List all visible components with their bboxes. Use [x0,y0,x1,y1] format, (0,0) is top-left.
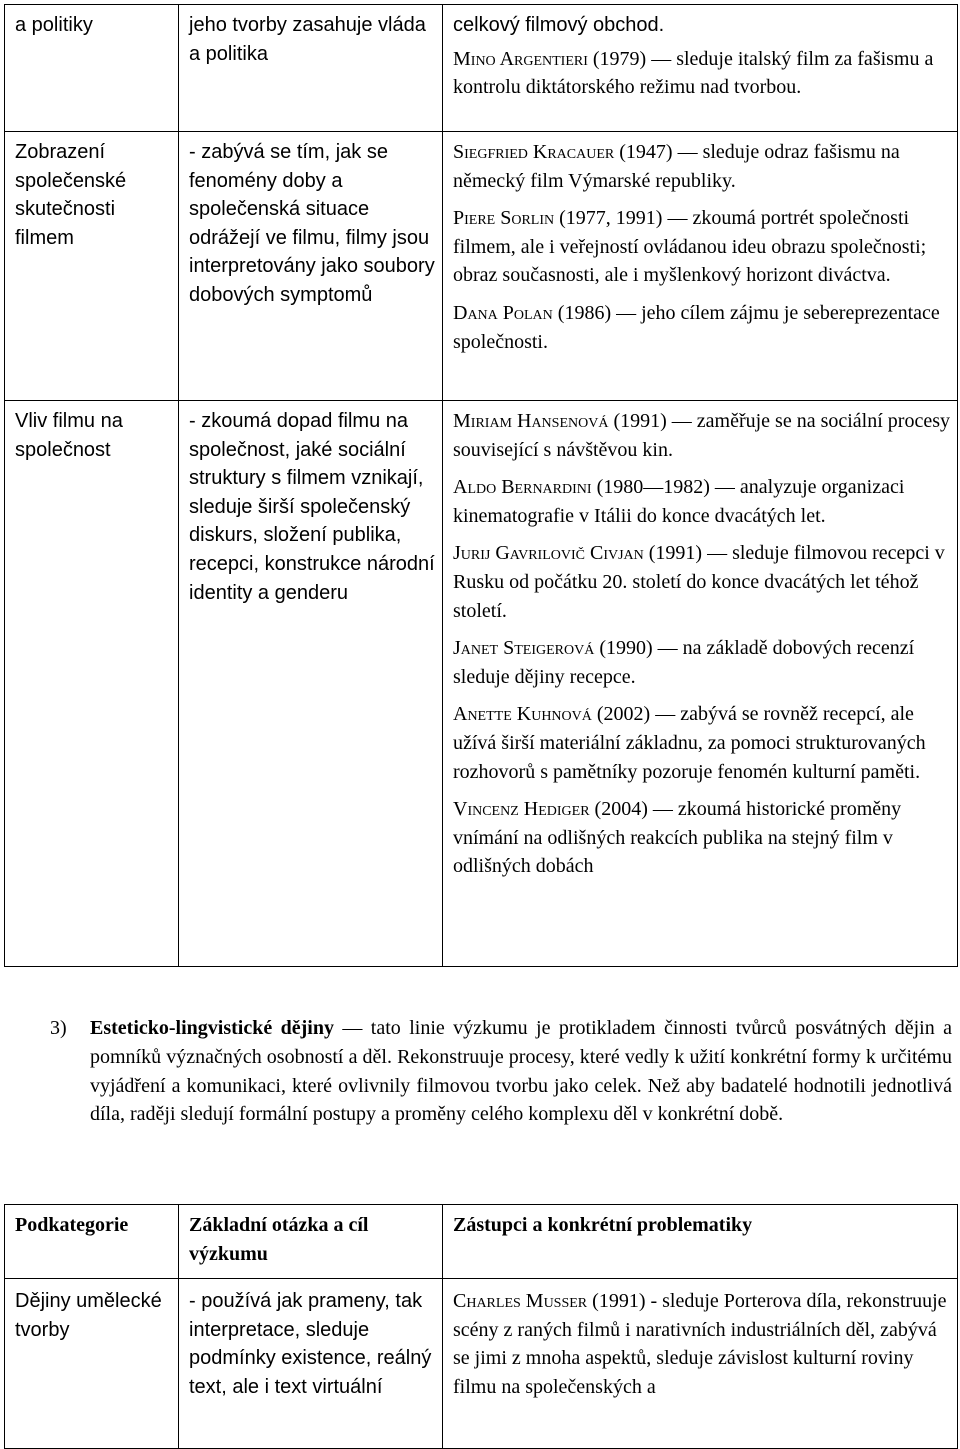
representatives-cell [443,401,958,967]
author-name: Piere Sorlin [453,207,555,230]
entry-text: (1977, 1991) — zkoumá portrét společnosti filmem, ale i veřejností ovládanou ideu obrazu společnosti; obraz současnosti, ale i myšlenkový horizont diváctva. [453,207,927,287]
research-table-2 [4,1204,958,1449]
section-title: Esteticko-lingvistické dějiny [90,1017,334,1039]
author-name: Siegfried Kracauer [453,141,615,163]
author-name: Janet Steigerová [453,637,595,660]
entry-text: (1979) — sleduje italský film za fašismu a kontrolu diktátorského režimu nad tvorbou. [453,47,934,99]
entry-text: (1980—1982) — analyzuje organizaci kinematografie v Itálii do konce dvacátých let. [453,476,905,527]
author-name: Anette Kuhnová [453,703,592,726]
representatives-cell [443,1279,958,1449]
question-cell: - zabývá se tím, jak se fenomény doby a společenská situace odrážejí ve filmu, filmy jsou interpretovány jako soubory dobových symptomů [179,132,443,401]
entry-text: (1991) — zaměřuje se na sociální procesy související s návštěvou kin. [453,410,950,461]
section-number: 3) [50,1017,67,1039]
entry [453,204,951,290]
entry [453,795,951,881]
author-name: Vincenz Hediger [453,798,590,821]
entry-text: (2002) — zabývá se rovněž recepcí, ale užívá širší materiální základnu, za pomoci strukturovaných rozhovorů s pamětníky pozoruje fenomén kulturní paměti. [453,703,926,783]
section-3-paragraph [50,1014,952,1129]
table-row [5,5,958,132]
entry [453,138,951,195]
column-header: Podkategorie [5,1205,179,1279]
entry-text: (1986) — jeho cílem zájmu je sebereprezentace společnosti. [453,301,940,353]
author-name: Charles Musser [453,1290,588,1312]
entry-text: (1991) — sleduje filmovou recepci v Rusku od počátku 20. století do konce dvacátých let téhož století. [453,542,945,622]
entry [453,700,951,786]
question-cell: jeho tvorby zasahuje vláda a politika [179,5,443,132]
entry [453,634,951,691]
table-row [5,1279,958,1449]
question-cell: - používá jak prameny, tak interpretace, sleduje podmínky existence, reálný text, ale i text virtuální [179,1279,443,1449]
category-cell: Dějiny umělecké tvorby [5,1279,179,1449]
entry [453,407,951,464]
author-name: Miriam Hansenová [453,410,609,432]
table-header-row [5,1205,958,1279]
author-name: Mino Argentieri [453,47,588,70]
column-header: Základní otázka a cíl výzkumu [179,1205,443,1279]
author-name: Jurij Gavrilovič Civjan [453,542,644,565]
table-row [5,401,958,967]
column-header: Zástupci a konkrétní problematiky [443,1205,958,1279]
section-body [90,1014,952,1129]
category-cell: Vliv filmu na společnost [5,401,179,967]
entry-text: (2004) — zkoumá historické proměny vnímání na odlišných reakcích publika na stejný film v odlišných dobách [453,798,902,878]
question-cell: - zkoumá dopad filmu na společnost, jaké sociální struktury s filmem vznikají, sleduje širší společenský diskurs, složení publika, recepci, konstrukce národní identity a genderu [179,401,443,967]
entry-text: (1990) — na základě dobových recenzí sleduje dějiny recepce. [453,637,915,688]
entry [453,473,951,530]
table-row [5,132,958,401]
entry-text: (1947) — sleduje odraz fašismu na německý film Výmarské republiky. [453,141,900,192]
entry [453,45,951,102]
category-cell: Zobrazení společenské skutečnosti filmem [5,132,179,401]
entry [453,299,951,356]
entry-continuation: celkový filmový obchod. [453,14,665,36]
author-name: Aldo Bernardini [453,476,592,499]
representatives-cell [443,5,958,132]
author-name: Dana Polan [453,301,553,324]
entry [453,1287,951,1401]
section-text: — tato linie výzkumu je protikladem činnosti tvůrců posvátných dějin a pomníků význačných osobností a děl. Rekonstruuje procesy, které vedly k užití konkrétní formy k určitému vyjádření a komunikaci, které ovlivnily filmovou tvorbu jako celek. Než aby badatelé hodnotili jednotlivá díla, raději sledují formální postupy a proměny celého komplexu děl v konkrétní době. [90,1017,952,1126]
entry [453,539,951,625]
research-table-1 [4,4,958,967]
entry-text: (1991) - sleduje Porterova díla, rekonstruuje scény z raných filmů i narativních industriálních děl, zabývá se jimi z mnoha aspektů, sleduje závislost kulturní roviny filmu na společenských a [453,1290,947,1398]
category-cell: a politiky [5,5,179,132]
representatives-cell [443,132,958,401]
